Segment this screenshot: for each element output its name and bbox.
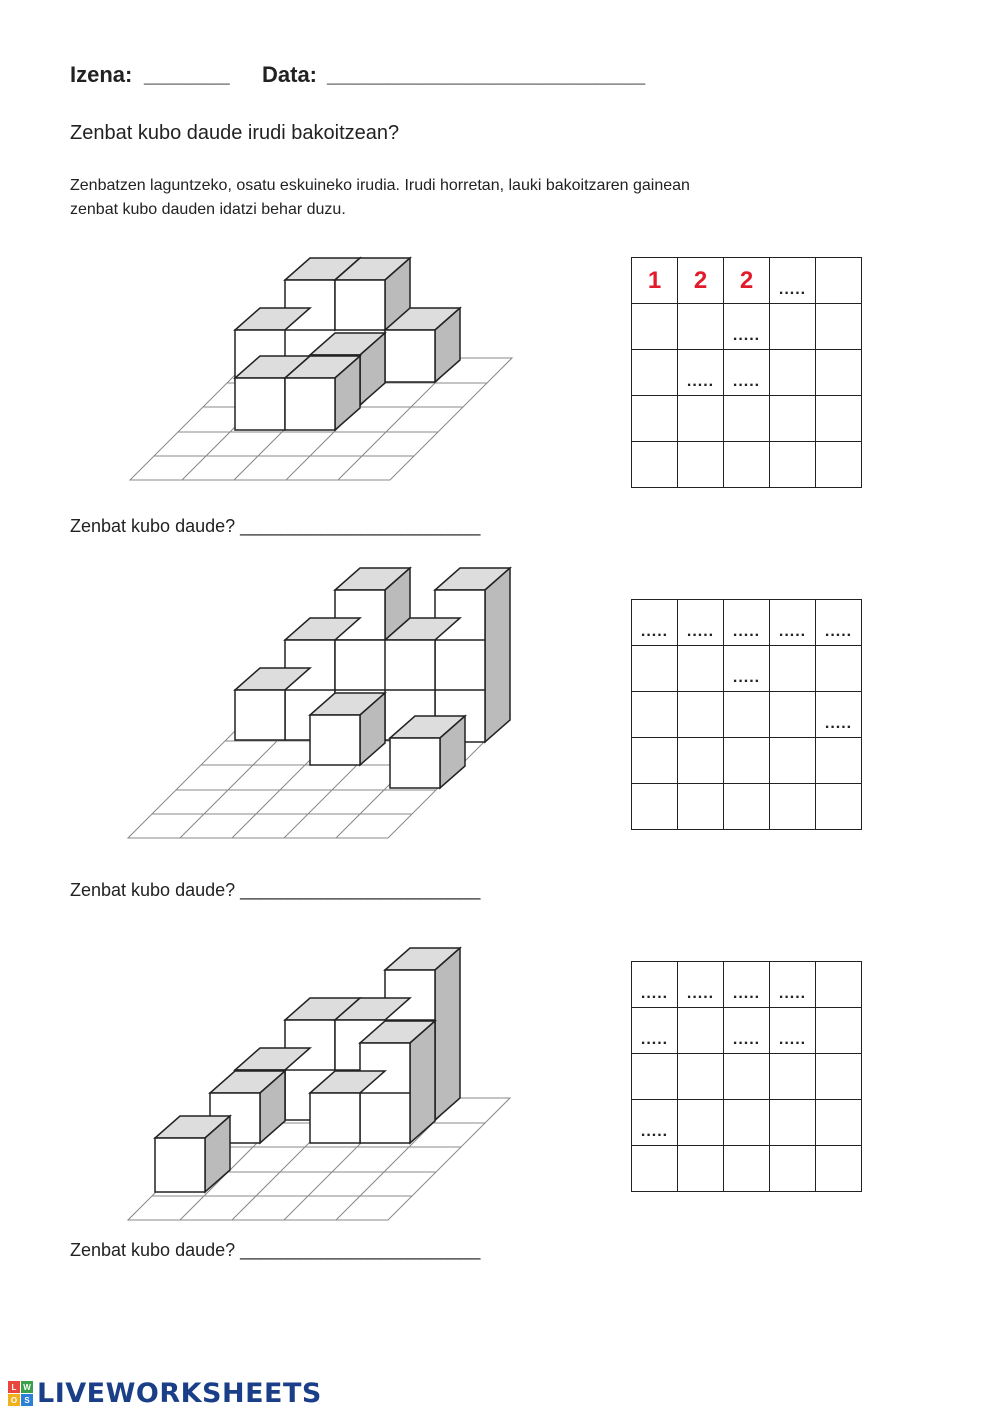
- grid-cell[interactable]: [816, 738, 862, 784]
- logo-block: O: [8, 1394, 20, 1406]
- grid-cell[interactable]: [816, 350, 862, 396]
- grid-cell[interactable]: [770, 1100, 816, 1146]
- grid-cell[interactable]: [678, 304, 724, 350]
- cell-blank: .....: [732, 327, 761, 344]
- date-field[interactable]: __________________________: [327, 62, 646, 87]
- grid-cell[interactable]: [632, 600, 678, 646]
- cell-blank: .....: [640, 985, 669, 1002]
- grid-cell[interactable]: [724, 738, 770, 784]
- grid-cell[interactable]: [770, 350, 816, 396]
- grid-cell[interactable]: [678, 396, 724, 442]
- liveworksheets-logo[interactable]: [8, 1378, 322, 1409]
- answer-label: Zenbat kubo daude?: [70, 1240, 236, 1260]
- count-grid-3: [631, 961, 862, 1192]
- cell-blank: .....: [732, 623, 761, 640]
- grid-cell[interactable]: [816, 1054, 862, 1100]
- grid-cell[interactable]: [816, 1100, 862, 1146]
- grid-cell[interactable]: [770, 258, 816, 304]
- cell-value: 2: [693, 266, 708, 294]
- cube: [155, 1116, 230, 1192]
- grid-cell[interactable]: [632, 784, 678, 830]
- answer-row-3: [70, 1240, 480, 1261]
- cell-blank: .....: [778, 985, 807, 1002]
- grid-cell[interactable]: [678, 1146, 724, 1192]
- answer-label: Zenbat kubo daude?: [70, 516, 236, 536]
- grid-cell[interactable]: [770, 1054, 816, 1100]
- grid-cell[interactable]: [632, 1008, 678, 1054]
- logo-blocks-icon: [8, 1381, 33, 1406]
- answer-row-1: [70, 516, 480, 537]
- cell-blank: .....: [732, 1031, 761, 1048]
- grid-cell[interactable]: [770, 738, 816, 784]
- grid-cell[interactable]: [632, 304, 678, 350]
- grid-cell[interactable]: [678, 600, 724, 646]
- cube-figure-3: [120, 940, 520, 1225]
- cell-blank: .....: [732, 669, 761, 686]
- grid-cell[interactable]: [770, 1146, 816, 1192]
- count-grid-2: [631, 599, 862, 830]
- grid-cell[interactable]: [632, 258, 678, 304]
- date-label: Data:: [262, 62, 318, 87]
- grid-cell[interactable]: [816, 304, 862, 350]
- grid-cell[interactable]: [770, 396, 816, 442]
- cell-blank: .....: [778, 1031, 807, 1048]
- grid-cell[interactable]: [632, 962, 678, 1008]
- grid-cell[interactable]: [632, 350, 678, 396]
- grid-cell[interactable]: [678, 442, 724, 488]
- grid-cell[interactable]: [678, 692, 724, 738]
- grid-cell[interactable]: [632, 1100, 678, 1146]
- grid-cell[interactable]: [724, 442, 770, 488]
- answer-field[interactable]: ________________________: [240, 1240, 481, 1260]
- cell-blank: .....: [640, 1031, 669, 1048]
- instructions: [70, 174, 690, 222]
- grid-cell[interactable]: [632, 442, 678, 488]
- grid-cell[interactable]: [816, 396, 862, 442]
- grid-cell[interactable]: [678, 350, 724, 396]
- grid-cell[interactable]: [724, 350, 770, 396]
- logo-block: W: [21, 1381, 33, 1393]
- grid-cell[interactable]: [632, 396, 678, 442]
- cell-blank: .....: [732, 985, 761, 1002]
- name-field[interactable]: _______: [144, 62, 230, 87]
- grid-cell[interactable]: [816, 646, 862, 692]
- grid-cell[interactable]: [770, 784, 816, 830]
- logo-text: LIVEWORKSHEETS: [37, 1378, 322, 1409]
- grid-cell[interactable]: [678, 258, 724, 304]
- cell-value: 2: [739, 266, 754, 294]
- cell-blank: .....: [824, 715, 853, 732]
- count-grid-1: [631, 257, 862, 488]
- grid-cell[interactable]: [816, 258, 862, 304]
- grid-cell[interactable]: [816, 1008, 862, 1054]
- cell-blank: .....: [732, 373, 761, 390]
- logo-block: L: [8, 1381, 20, 1393]
- grid-cell[interactable]: [770, 304, 816, 350]
- grid-cell[interactable]: [724, 1054, 770, 1100]
- grid-cell[interactable]: [816, 692, 862, 738]
- cell-blank: .....: [686, 373, 715, 390]
- cell-blank: .....: [824, 623, 853, 640]
- grid-cell[interactable]: [632, 738, 678, 784]
- grid-cell[interactable]: [678, 738, 724, 784]
- instruction-line: Zenbatzen laguntzeko, osatu eskuineko irudia. Irudi horretan, lauki bakoitzaren gainean: [70, 177, 690, 194]
- logo-block: S: [21, 1394, 33, 1406]
- question-title: Zenbat kubo daude irudi bakoitzean?: [70, 122, 400, 144]
- name-label: Izena:: [70, 62, 133, 87]
- grid-cell[interactable]: [770, 962, 816, 1008]
- grid-cell[interactable]: [632, 1146, 678, 1192]
- grid-cell[interactable]: [632, 692, 678, 738]
- grid-cell[interactable]: [770, 600, 816, 646]
- grid-cell[interactable]: [678, 646, 724, 692]
- grid-cell[interactable]: [816, 1146, 862, 1192]
- grid-cell[interactable]: [678, 1054, 724, 1100]
- grid-cell[interactable]: [678, 1008, 724, 1054]
- cell-blank: .....: [778, 281, 807, 298]
- grid-cell[interactable]: [678, 962, 724, 1008]
- grid-cell[interactable]: [724, 1146, 770, 1192]
- grid-cell[interactable]: [724, 962, 770, 1008]
- answer-field[interactable]: ________________________: [240, 880, 481, 900]
- grid-cell[interactable]: [770, 646, 816, 692]
- grid-cell[interactable]: [724, 600, 770, 646]
- grid-cell[interactable]: [770, 1008, 816, 1054]
- grid-cell[interactable]: [632, 1054, 678, 1100]
- grid-cell[interactable]: [724, 1100, 770, 1146]
- cell-value: 1: [647, 266, 662, 294]
- grid-cell[interactable]: [770, 442, 816, 488]
- grid-cell[interactable]: [816, 442, 862, 488]
- grid-cell[interactable]: [816, 600, 862, 646]
- cell-blank: .....: [778, 623, 807, 640]
- cell-blank: .....: [640, 1123, 669, 1140]
- cell-blank: .....: [686, 985, 715, 1002]
- answer-field[interactable]: ________________________: [240, 516, 481, 536]
- cell-blank: .....: [640, 623, 669, 640]
- cube-figure-1: [120, 250, 520, 490]
- grid-cell[interactable]: [724, 1008, 770, 1054]
- instruction-line: zenbat kubo dauden idatzi behar duzu.: [70, 201, 346, 218]
- grid-cell[interactable]: [816, 784, 862, 830]
- answer-row-2: [70, 880, 480, 901]
- grid-cell[interactable]: [632, 646, 678, 692]
- answer-label: Zenbat kubo daude?: [70, 880, 236, 900]
- grid-cell[interactable]: [724, 646, 770, 692]
- grid-cell[interactable]: [770, 692, 816, 738]
- cube-figure-2: [120, 560, 520, 845]
- grid-cell[interactable]: [724, 258, 770, 304]
- cell-blank: .....: [686, 623, 715, 640]
- grid-cell[interactable]: [724, 692, 770, 738]
- grid-cell[interactable]: [678, 784, 724, 830]
- grid-cell[interactable]: [724, 304, 770, 350]
- grid-cell[interactable]: [724, 784, 770, 830]
- grid-cell[interactable]: [816, 962, 862, 1008]
- grid-cell[interactable]: [678, 1100, 724, 1146]
- grid-cell[interactable]: [724, 396, 770, 442]
